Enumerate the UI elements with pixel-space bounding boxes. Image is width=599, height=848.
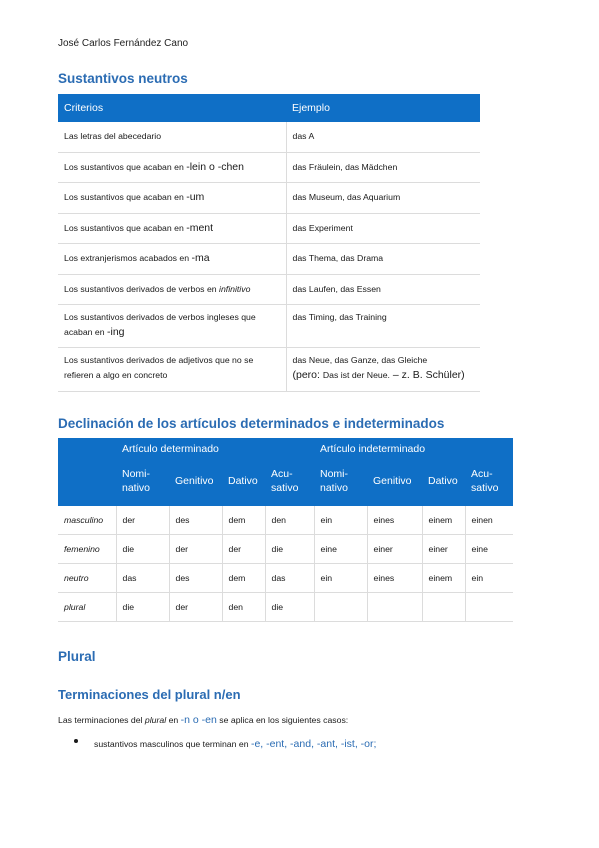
table-cell: einen <box>465 506 513 535</box>
table-cell: ein <box>314 564 367 593</box>
group-header-row <box>58 438 513 465</box>
table-row <box>58 122 480 152</box>
section-title-declinacion: Declinación de los artículos determinados e indeterminados <box>58 416 445 431</box>
table-cell: eine <box>465 535 513 564</box>
table-cell: eines <box>367 506 422 535</box>
table-row <box>58 347 480 391</box>
case-header: Nomi- nativo <box>116 465 169 506</box>
table-cell: den <box>222 593 265 622</box>
list-item: sustantivos masculinos que terminan en -e, -ent, -and, -ant, -ist, -or; <box>94 738 377 750</box>
criterion-cell <box>58 274 286 304</box>
example-cell: das A <box>286 122 480 152</box>
header-criterios: Criterios <box>58 94 286 122</box>
corner-cell <box>58 438 116 465</box>
table-row <box>58 535 513 564</box>
case-header: Acu- sativo <box>465 465 513 506</box>
table-cell: der <box>222 535 265 564</box>
criterion-cell <box>58 213 286 243</box>
criterion-cell <box>58 182 286 213</box>
row-label: femenino <box>58 535 116 564</box>
table-cell: der <box>116 506 169 535</box>
table-cell <box>465 593 513 622</box>
table-cell: ein <box>465 564 513 593</box>
row-label: plural <box>58 593 116 622</box>
table-cell: die <box>265 535 314 564</box>
example-text: das Neue, das Ganze, das Gleiche <box>292 354 428 365</box>
criterion-cell <box>58 152 286 182</box>
criterion-text: Los sustantivos derivados de verbos en <box>64 283 220 294</box>
case-header: Nomi- nativo <box>314 465 367 506</box>
criterion-text: Los extranjerismos acabados en <box>64 253 192 263</box>
example-cell: das Museum, das Aquarium <box>286 182 480 213</box>
corner-cell <box>58 465 116 506</box>
table-cell: ein <box>314 506 367 535</box>
header-articulo-indeterminado: Artículo indeterminado <box>314 438 513 465</box>
table-cell: das <box>116 564 169 593</box>
case-header: Dativo <box>222 465 265 506</box>
table-cell: einer <box>422 535 465 564</box>
table-cell <box>314 593 367 622</box>
suffix-text: -um <box>186 191 205 203</box>
criterion-text: Los sustantivos que acaban en <box>64 161 187 172</box>
table-cell: den <box>265 506 314 535</box>
table-cell: die <box>116 535 169 564</box>
section-title-plural: Plural <box>58 649 96 664</box>
section-title-sustantivos-neutros: Sustantivos neutros <box>58 71 188 86</box>
table-row <box>58 243 480 274</box>
author-name: José Carlos Fernández Cano <box>58 38 189 49</box>
header-ejemplo: Ejemplo <box>286 94 480 122</box>
table-cell: des <box>169 506 222 535</box>
criterion-text: Los sustantivos que acaban en <box>64 222 187 233</box>
table-row <box>58 506 513 535</box>
table-cell: des <box>169 564 222 593</box>
table-header-row <box>58 94 480 122</box>
criterion-cell: Los sustantivos derivados de adjetivos que no se refieren a algo en concreto <box>58 347 286 391</box>
table-cell <box>367 593 422 622</box>
example-cell: das Timing, das Training <box>286 304 480 347</box>
table-cell: die <box>265 593 314 622</box>
table-row <box>58 152 480 182</box>
example-cell: das Thema, das Drama <box>286 243 480 274</box>
suffix-text: -lein o -chen <box>186 160 244 173</box>
table-cell: eine <box>314 535 367 564</box>
table-cell: dem <box>222 506 265 535</box>
example-cell: das Experiment <box>286 213 480 243</box>
case-header: Dativo <box>422 465 465 506</box>
table-cell: die <box>116 593 169 622</box>
article-declension-table <box>58 438 513 622</box>
table-cell: dem <box>222 564 265 593</box>
case-header: Acu- sativo <box>265 465 314 506</box>
row-label: masculino <box>58 506 116 535</box>
neuter-nouns-table <box>58 94 480 392</box>
table-cell <box>422 593 465 622</box>
criterion-cell <box>58 243 286 274</box>
section-title-terminaciones: Terminaciones del plural n/en <box>58 687 241 702</box>
case-header: Genitivo <box>169 465 222 506</box>
criterion-text: Los sustantivos que acaban en <box>64 192 187 202</box>
table-cell: das <box>265 564 314 593</box>
italic-term: infinitivo <box>219 283 251 294</box>
table-cell: der <box>169 535 222 564</box>
criterion-text: Los sustantivos derivados de verbos ingleses que acaban en <box>64 311 256 337</box>
table-row <box>58 213 480 243</box>
example-cell <box>286 347 480 391</box>
header-articulo-determinado: Artículo determinado <box>116 438 314 465</box>
table-row <box>58 564 513 593</box>
suffix-text: -ment <box>186 221 214 234</box>
criterion-cell <box>58 304 286 347</box>
table-cell: einer <box>367 535 422 564</box>
example-cell: das Fräulein, das Mädchen <box>286 152 480 182</box>
table-cell: einem <box>422 564 465 593</box>
criterion-cell: Las letras del abecedario <box>58 122 286 152</box>
table-row <box>58 304 480 347</box>
table-cell: der <box>169 593 222 622</box>
suffix-text: -ing <box>107 325 125 338</box>
table-cell: einem <box>422 506 465 535</box>
table-row <box>58 182 480 213</box>
suffix-text: -ma <box>191 252 210 264</box>
case-header-row <box>58 465 513 506</box>
example-note: (pero: Das ist der Neue. – z. B. Schüler) <box>292 368 465 381</box>
example-cell: das Laufen, das Essen <box>286 274 480 304</box>
row-label: neutro <box>58 564 116 593</box>
table-row <box>58 274 480 304</box>
table-cell: eines <box>367 564 422 593</box>
plural-paragraph: Las terminaciones del plural en -n o -en se aplica en los siguientes casos: <box>58 714 349 726</box>
case-header: Genitivo <box>367 465 422 506</box>
table-row <box>58 593 513 622</box>
